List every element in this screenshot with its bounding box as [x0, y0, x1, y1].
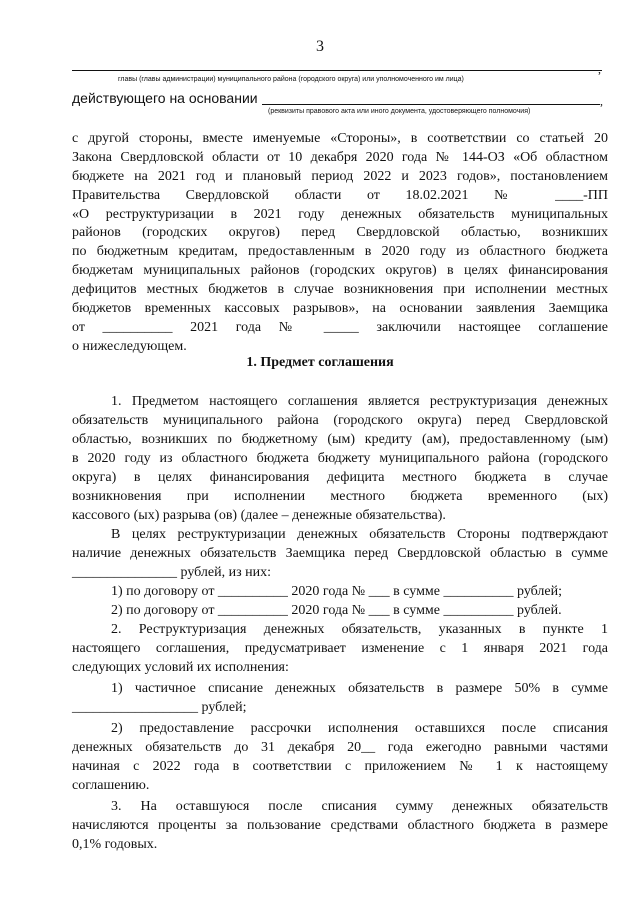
text-line: округа) в целях финансирования дефицита местного бюджета в случае [72, 470, 608, 485]
contract-item: 1) по договору от __________ 2020 года № ___ в сумме __________ рублей; [111, 584, 562, 599]
text-line: возникновения при исполнении местного бюджета временного (ых) [72, 489, 608, 504]
contract-item: 2) по договору от __________ 2020 года № ___ в сумме __________ рублей. [111, 603, 562, 618]
text-line: с другой стороны, вместе именуемые «Стороны», в соответствии со статьей 20 [72, 131, 608, 146]
signatory-blank-line [72, 70, 602, 71]
text-line: от __________ 2021 года № _____ заключили настоящее соглашение [72, 320, 608, 335]
text-line: Закона Свердловской области от 10 декабря 2020 года № 144-ОЗ «Об областном [72, 150, 608, 165]
text-line: бюджете на 2021 год и плановый период 2022 и 2023 годов», постановлением [72, 169, 608, 184]
text-line: 1. Предметом настоящего соглашения является реструктуризация денежных [111, 394, 608, 409]
text-line: 0,1% годовых. [72, 837, 158, 852]
text-line: _______________ рублей, из них: [72, 565, 271, 580]
text-line: бюджетам муниципальных районов (городских округов) в целях финансирования [72, 263, 608, 278]
document-page: 3 , главы (главы администрации) муниципального района (городского округа) или уполномоченного им лица) действующего на основании , (реквизиты правового акта или иного документа, удостоверяющего полномочия) с другой стороны, вместе именуемые «Стороны», в соответствии со статьей 20 Закона Свердловской области от 10 декабря 2020 года № 144-ОЗ «Об областном бюджете на 2021 год и плановый период 2022 и 2023 годов», постановлением Правительства Свердловской области от 18.02.2021 № ____-ПП «О реструктуризации в 2021 году денежных обязательств муниципальных районов (городских округов) перед Свердловской областью, возникших по бюджетным кредитам, предоставленным в 2020 году из областного бюджета бюджетам муниципальных районов (городских округов) в целях финансирования дефицитов местных бюджетов в случае возникновения при исполнении местных бюджетов временных кассовых разрывов», на основании заявления Заемщика от __________ 2021 года № _____ заключили настоящее соглашение о нижеследующем. 1. Предмет соглашения 1. Предметом настоящего соглашения является реструктуризация денежных обязательств муниципального района (городского округа) перед Свердловской областью, возникших по бюджетному (ым) кредиту (ам), предоставленному (ым) в 2020 году из областного бюджета бюджету муниципального района (городского округа) в целях финансирования дефицита местного бюджета в случае возникновения при исполнении местного бюджета временного (ых) кассового (ых) разрыва (ов) (далее – денежные обязательства). В целях реструктуризации денежных обязательств Стороны подтверждают наличие денежных обязательств Заемщика перед Свердловской областью в сумме _______________ рублей, из них: 1) по договору от __________ 2020 года № ___ в сумме __________ рублей; 2) по договору от __________ 2020 года № ___ в сумме __________ рублей. 2. Реструктуризация денежных обязательств, указанных в пункте 1 настоящего соглашения, предусматривает изменение с 1 января 2021 года следующих условий их исполнения: 1) частичное списание денежных обязательств в размере 50% в сумме __________________ рублей; 2) предоставление рассрочки исполнения оставшихся после списания денежных обязательств до 31 декабря 20__ года ежегодно равными частями начиная с 2022 года в соответствии с приложением № 1 к настоящему соглашению. 3. На оставшуюся после списания сумму денежных обязательств начисляются проценты за пользование средствами областного бюджета в размере 0,1% годовых. [0, 0, 640, 905]
section-title: 1. Предмет соглашения [246, 355, 394, 370]
condition-1: 1) частичное списание денежных обязательств в размере 50% в сумме [111, 681, 608, 696]
text-line: районов (городских округов) перед Свердловской областью, возникших [72, 225, 608, 240]
text-line: о нижеследующем. [72, 339, 187, 354]
text-line: по бюджетным кредитам, предоставленным в 2020 году из областного бюджета [72, 244, 608, 259]
text-line: областью, возникших по бюджетному (ым) кредиту (ам), предоставленному (ым) [72, 432, 608, 447]
text-line: начисляются проценты за пользование средствами областного бюджета в размере [72, 818, 608, 833]
text-line: начиная с 2022 года в соответствии с приложением № 1 к настоящему [72, 759, 608, 774]
text-line: 3. На оставшуюся после списания сумму денежных обязательств [111, 799, 608, 814]
text-line: соглашению. [72, 778, 150, 793]
signatory-caption: главы (главы администрации) муниципального района (городского округа) или уполномоченного им лица) [118, 76, 464, 83]
condition-2: 2) предоставление рассрочки исполнения оставшихся после списания [111, 721, 608, 736]
text-line: __________________ рублей; [72, 700, 247, 715]
text-line: денежных обязательств до 31 декабря 20__ года ежегодно равными частями [72, 740, 608, 755]
text-line: обязательств муниципального района (городского округа) перед Свердловской [72, 413, 608, 428]
text-line: бюджетов временных кассовых разрывов», на основании заявления Заемщика [72, 301, 608, 316]
text-line: наличие денежных обязательств Заемщика перед Свердловской областью в сумме [72, 546, 608, 561]
text-line: дефицитов местных бюджетов в случае возникновения при исполнении местных [72, 282, 608, 297]
page-number: 3 [316, 38, 324, 55]
text-line: «О реструктуризации в 2021 году денежных обязательств муниципальных [72, 207, 608, 222]
acting-basis-blank [262, 104, 600, 105]
text-line: Правительства Свердловской области от 18.02.2021 № ____-ПП [72, 188, 608, 203]
text-line: следующих условий их исполнения: [72, 660, 289, 675]
basis-caption: (реквизиты правового акта или иного документа, удостоверяющего полномочия) [268, 108, 531, 115]
text-line: 2. Реструктуризация денежных обязательств, указанных в пункте 1 [111, 622, 608, 637]
text-line: настоящего соглашения, предусматривает изменение с 1 января 2021 года [72, 641, 608, 656]
text-line: В целях реструктуризации денежных обязательств Стороны подтверждают [111, 527, 608, 542]
text-line: кассового (ых) разрыва (ов) (далее – денежные обязательства). [72, 508, 446, 523]
acting-basis-label: действующего на основании [72, 90, 258, 106]
text-line: в 2020 году из областного бюджета бюджету муниципального района (городского [72, 451, 608, 466]
